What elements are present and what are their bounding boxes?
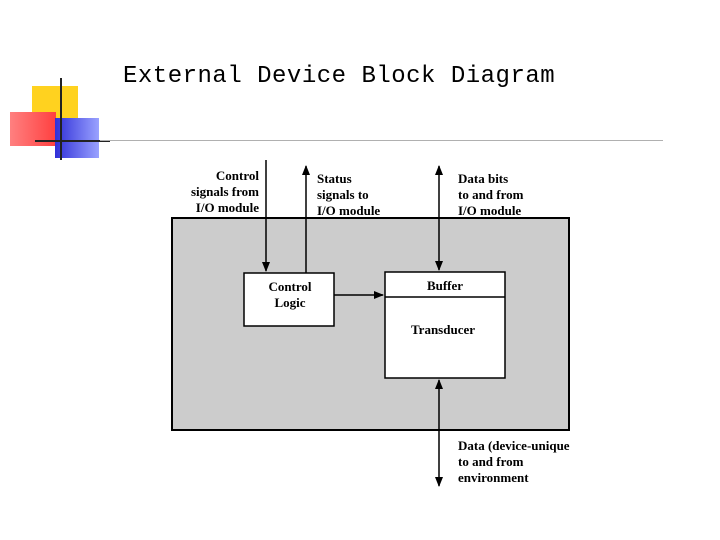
control-signals-label-line2: signals from (190, 184, 259, 199)
control-logic-label-line2: Logic (274, 295, 306, 310)
data-bits-label-line1: Data bits (458, 171, 509, 186)
status-signals-label-line1: Status (317, 171, 352, 186)
external-device-box (172, 218, 569, 430)
status-signals-label-line2: signals to (317, 187, 369, 202)
control-signals-label-line3: I/O module (195, 200, 259, 215)
data-bits-label-line3: I/O module (458, 203, 522, 218)
environment-data-label-line3: environment (458, 470, 529, 485)
transducer-label: Transducer (410, 322, 476, 337)
control-logic-label-line1: Control (268, 279, 312, 294)
environment-data-label-line2: to and from (458, 454, 524, 469)
status-signals-label-line3: I/O module (317, 203, 381, 218)
data-bits-label-line2: to and from (458, 187, 524, 202)
control-signals-label-line1: Control (215, 168, 259, 183)
page-title: External Device Block Diagram (123, 63, 556, 90)
buffer-label: Buffer (426, 278, 464, 293)
environment-data-label-line1: Data (device-unique (458, 438, 570, 453)
